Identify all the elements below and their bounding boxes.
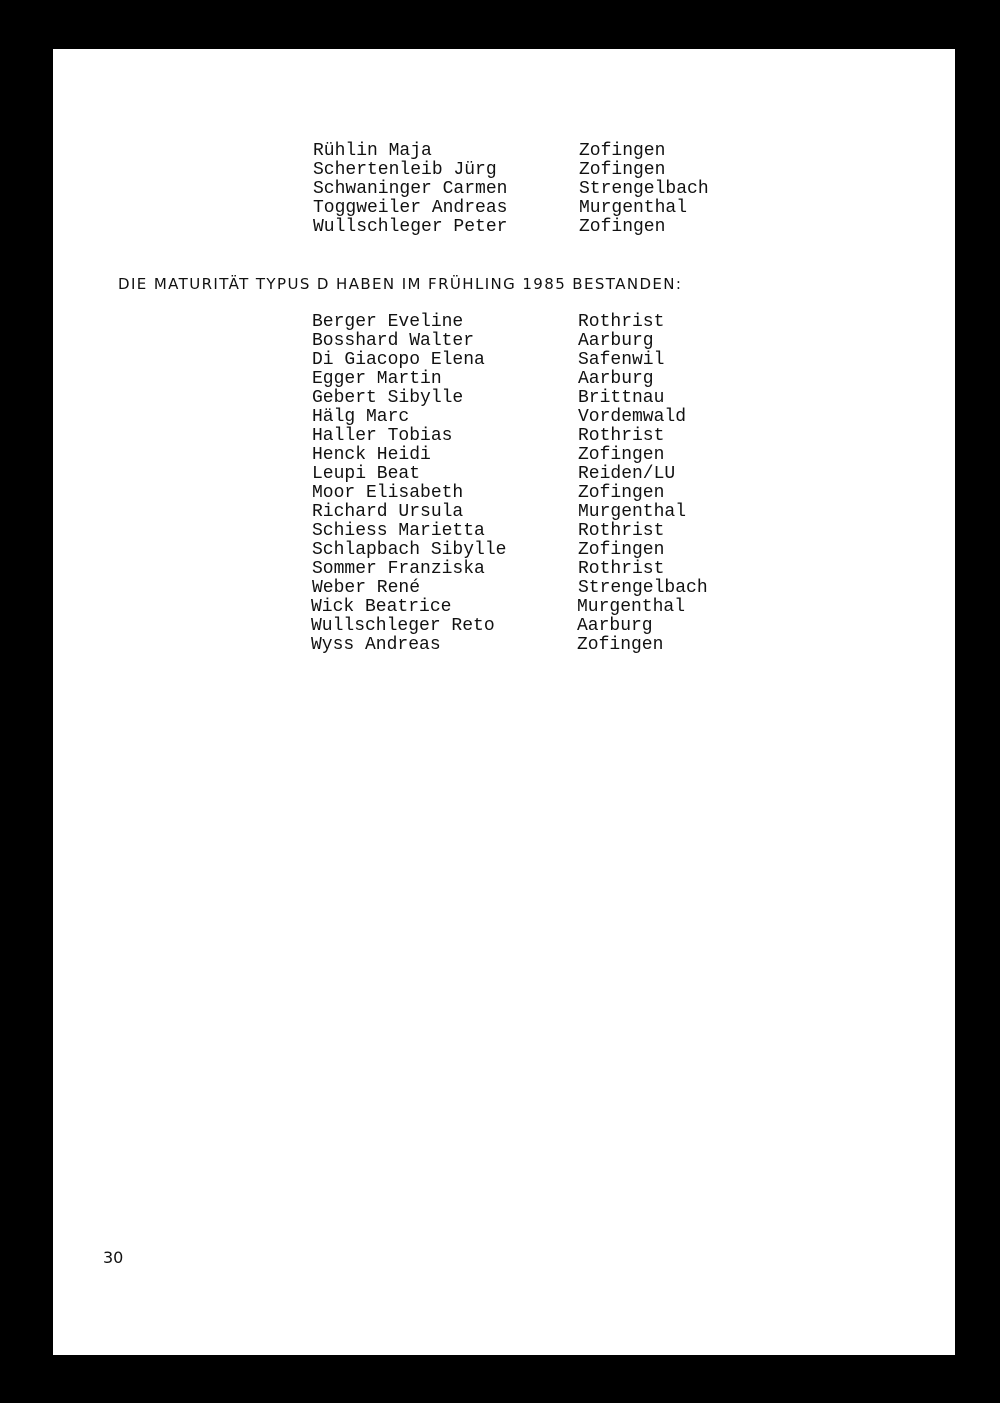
student-name: Berger Eveline [312, 312, 464, 332]
student-place: Reiden/LU [578, 464, 676, 484]
student-place: Vordemwald [578, 407, 687, 427]
student-name: Gebert Sibylle [312, 388, 464, 408]
student-name: Toggweiler Andreas [313, 198, 508, 218]
student-name: Richard Ursula [312, 502, 464, 522]
student-name: Leupi Beat [312, 464, 421, 484]
student-name: Egger Martin [312, 369, 442, 389]
student-place: Zofingen [579, 160, 666, 180]
student-name: Bosshard Walter [312, 331, 475, 351]
student-place: Zofingen [578, 445, 665, 465]
student-place: Murgenthal [579, 198, 688, 218]
student-name: Moor Elisabeth [312, 483, 464, 503]
student-name: Schiess Marietta [312, 521, 485, 541]
student-place: Aarburg [577, 616, 653, 636]
student-place: Aarburg [578, 331, 654, 351]
student-place: Murgenthal [578, 502, 687, 522]
student-name: Rühlin Maja [313, 141, 432, 161]
student-place: Rothrist [578, 521, 665, 541]
student-name: Wyss Andreas [311, 635, 441, 655]
student-place: Brittnau [578, 388, 665, 408]
student-place: Zofingen [578, 483, 665, 503]
page-number: 30 [103, 1248, 124, 1267]
student-name: Sommer Franziska [312, 559, 485, 579]
student-name: Wullschleger Reto [311, 616, 495, 636]
student-place: Safenwil [578, 350, 665, 370]
student-place: Zofingen [579, 217, 666, 237]
student-place: Strengelbach [579, 179, 709, 199]
student-place: Murgenthal [577, 597, 686, 617]
student-name: Wick Beatrice [311, 597, 452, 617]
student-place: Zofingen [577, 635, 664, 655]
student-place: Rothrist [578, 312, 665, 332]
section-heading: DIE MATURITÄT TYPUS D HABEN IM FRÜHLING 1985 BESTANDEN: [118, 275, 683, 293]
student-name: Schertenleib Jürg [313, 160, 497, 180]
student-place: Strengelbach [578, 578, 708, 598]
student-place: Rothrist [578, 559, 665, 579]
document-page [53, 49, 955, 1355]
student-place: Zofingen [578, 540, 665, 560]
student-place: Rothrist [578, 426, 665, 446]
student-name: Henck Heidi [312, 445, 431, 465]
student-name: Weber René [312, 578, 421, 598]
student-name: Hälg Marc [312, 407, 410, 427]
student-name: Di Giacopo Elena [312, 350, 485, 370]
student-name: Wullschleger Peter [313, 217, 508, 237]
student-name: Schlapbach Sibylle [312, 540, 507, 560]
student-name: Schwaninger Carmen [313, 179, 508, 199]
student-place: Zofingen [579, 141, 666, 161]
student-place: Aarburg [578, 369, 654, 389]
student-name: Haller Tobias [312, 426, 453, 446]
